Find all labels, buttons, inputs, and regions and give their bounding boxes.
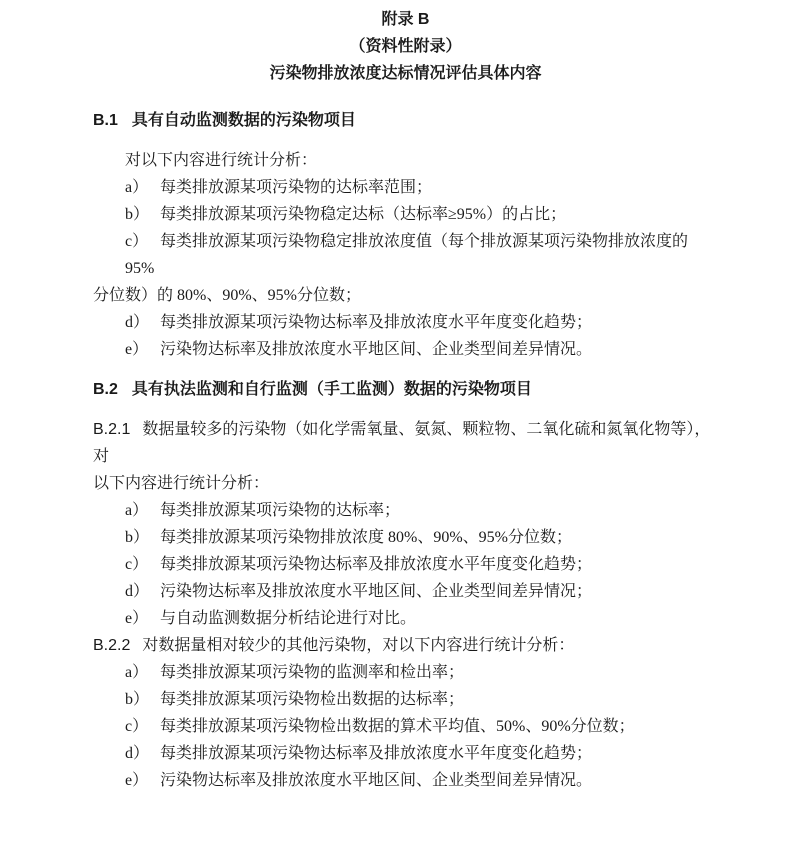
list-item-label: a） (125, 664, 149, 681)
section-title-b1: 具有自动监测数据的污染物项目 (131, 112, 356, 129)
section-title-b2: 具有执法监测和自行监测（手工监测）数据的污染物项目 (131, 381, 532, 398)
list-item-text: 每类排放源某项污染物稳定排放浓度值（每个排放源某项污染物排放浓度的 95% (125, 233, 689, 277)
document-title: 污染物排放浓度达标情况评估具体内容 (269, 65, 542, 82)
list-item-b21-c (93, 551, 718, 578)
list-item-text: 污染物达标率及排放浓度水平地区间、企业类型间差异情况。 (160, 772, 593, 789)
list-item-text: 每类排放源某项污染物的监测率和检出率； (160, 664, 465, 681)
list-item-text: 每类排放源某项污染物达标率及排放浓度水平年度变化趋势； (160, 314, 593, 331)
list-item-b1-a (93, 174, 718, 201)
b1-intro: 对以下内容进行统计分析： (125, 152, 318, 169)
list-item-text: 每类排放源某项污染物检出数据的达标率； (160, 691, 465, 708)
list-item-label: c） (125, 718, 149, 735)
list-item-label: d） (125, 583, 150, 600)
section-number-b2: B.2 (93, 381, 118, 398)
list-item-b1-b (93, 201, 718, 228)
list-item-label: b） (125, 529, 150, 546)
list-item-text: 每类排放源某项污染物的达标率； (160, 502, 401, 519)
list-item-label: d） (125, 745, 150, 762)
list-item-text: 每类排放源某项污染物达标率及排放浓度水平年度变化趋势； (160, 556, 593, 573)
list-item-b1-d (93, 309, 718, 336)
section-heading-b2 (93, 376, 718, 403)
subsection-number-b21: B.2.1 (93, 421, 131, 438)
list-item-b22-c (93, 713, 718, 740)
section-number-b1: B.1 (93, 112, 118, 129)
list-item-text: 污染物达标率及排放浓度水平地区间、企业类型间差异情况； (160, 583, 593, 600)
list-item-text: 每类排放源某项污染物排放浓度 80%、90%、95%分位数； (160, 529, 572, 546)
list-item-label: c） (125, 233, 149, 250)
subsection-b21-intro (93, 416, 718, 470)
list-item-text: 与自动监测数据分析结论进行对比。 (160, 610, 417, 627)
list-item-label: d） (125, 314, 150, 331)
appendix-type: （资料性附录） (349, 38, 462, 55)
list-item-label: e） (125, 610, 149, 627)
subsection-number-b22: B.2.2 (93, 637, 131, 654)
list-item-b21-b (93, 524, 718, 551)
list-item-label: a） (125, 502, 149, 519)
list-item-label: e） (125, 341, 149, 358)
list-item-label: e） (125, 772, 149, 789)
list-item-b21-d (93, 578, 718, 605)
list-item-b22-e (93, 767, 718, 794)
list-item-text: 污染物达标率及排放浓度水平地区间、企业类型间差异情况。 (160, 341, 593, 358)
subsection-intro-text: 对数据量相对较少的其他污染物，对以下内容进行统计分析： (142, 637, 575, 654)
appendix-label: 附录 B (381, 11, 430, 28)
list-item-b1-c-continuation: 分位数）的 80%、90%、95%分位数； (93, 287, 361, 304)
list-item-b1-c (93, 228, 718, 282)
list-item-b22-d (93, 740, 718, 767)
list-item-b21-a (93, 497, 718, 524)
subsection-b22-intro (93, 632, 718, 659)
list-item-label: c） (125, 556, 149, 573)
list-item-text: 每类排放源某项污染物稳定达标（达标率≥95%）的占比； (160, 206, 567, 223)
list-item-b22-a (93, 659, 718, 686)
list-item-b22-b (93, 686, 718, 713)
list-item-text: 每类排放源某项污染物检出数据的算术平均值、50%、90%分位数； (160, 718, 635, 735)
list-item-text: 每类排放源某项污染物达标率及排放浓度水平年度变化趋势； (160, 745, 593, 762)
list-item-label: b） (125, 691, 150, 708)
list-item-label: b） (125, 206, 150, 223)
list-item-b21-e (93, 605, 718, 632)
title-block (93, 6, 718, 87)
section-heading-b1 (93, 107, 718, 134)
list-item-b1-e (93, 336, 718, 363)
list-item-text: 每类排放源某项污染物的达标率范围； (160, 179, 433, 196)
list-item-label: a） (125, 179, 149, 196)
subsection-b21-intro-continuation: 以下内容进行统计分析： (93, 475, 270, 492)
subsection-intro-text: 数据量较多的污染物（如化学需氧量、氨氮、颗粒物、二氧化硫和氮氧化物等），对 (93, 421, 711, 465)
